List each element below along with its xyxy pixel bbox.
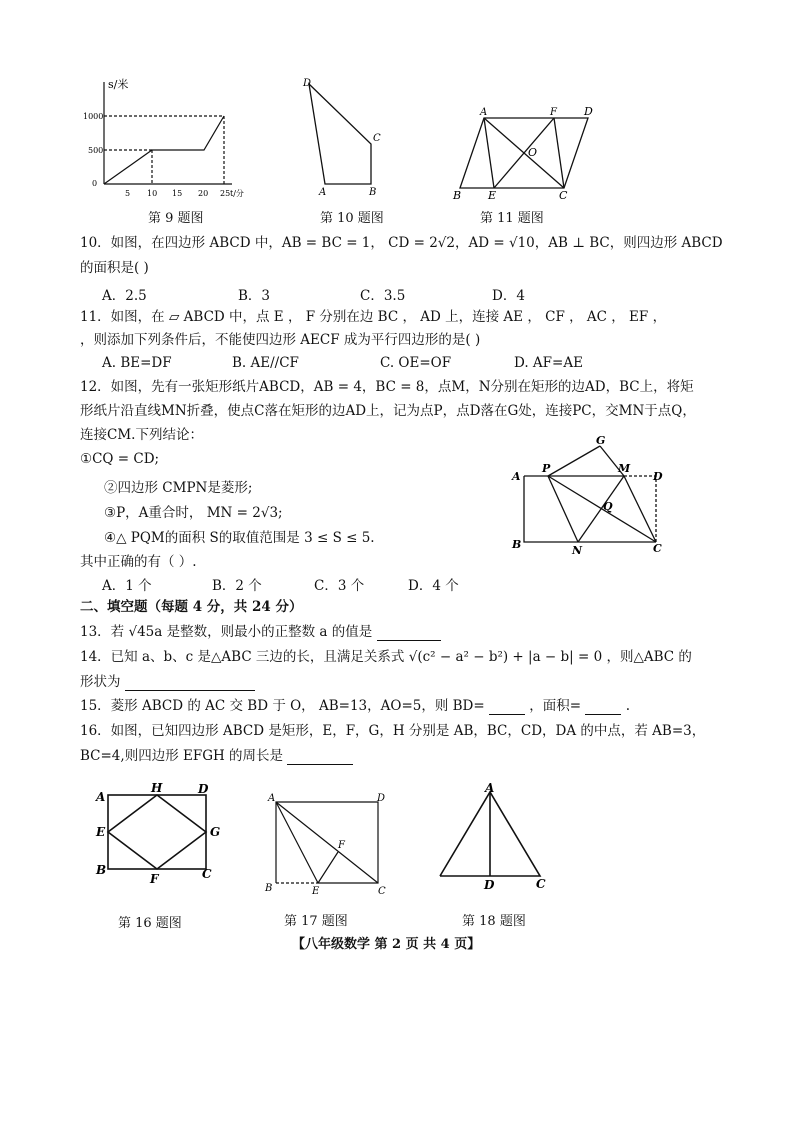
fig12-label: D	[653, 470, 663, 483]
fig17-label: D	[377, 793, 386, 804]
fig10-label: A	[319, 187, 327, 198]
q12-text3: 连接CM.下列结论：	[80, 427, 203, 443]
fig9-xtick: 5	[125, 189, 131, 198]
q11-text: 11．如图，在 ▱ ABCD 中，点 E ， F 分别在边 BC ， AD 上，连接 AE ， CF ， AC ， EF ，	[80, 309, 667, 325]
fig16-label: G	[210, 825, 221, 839]
q12-text: 12．如图，先有一张矩形纸片ABCD，AB = 4，BC = 8，点M，N分别在矩形的边AD，BC上，将矩	[80, 379, 694, 395]
fig12-label: M	[618, 462, 631, 475]
fig18-label: A	[485, 781, 495, 795]
fig17-label: B	[265, 883, 273, 894]
fig9-xlabel: t/分	[230, 189, 244, 198]
fig16-label: B	[96, 863, 107, 877]
q16-answer-blank[interactable]	[287, 750, 353, 765]
q12-option-d: D．4 个	[408, 578, 459, 594]
fig10-label: B	[369, 187, 377, 198]
q10-text: 10．如图，在四边形 ABCD 中，AB = BC = 1， CD = 2√2，AD = √10，AB ⊥ BC，则四边形 ABCD	[80, 235, 723, 251]
q13-line	[80, 623, 441, 641]
q12-conclusion-4: ④△ PQM的面积 S的取值范围是 3 ≤ S ≤ 5.	[104, 530, 375, 546]
q13-text: 13．若 √45a 是整数，则最小的正整数 a 的值是	[80, 624, 373, 640]
q12-conclusion-3: ③P，A重合时， MN = 2√3;	[104, 505, 283, 521]
caption-fig18	[462, 910, 526, 929]
q12-option-c: C．3 个	[314, 578, 365, 594]
figure-12-folded-rectangle	[508, 432, 668, 557]
fig17-label: C	[378, 886, 386, 897]
fig10-label: C	[373, 133, 381, 144]
figure-18-triangle	[432, 780, 562, 892]
q12-conclusion-2: ②四边形 CMPN是菱形;	[104, 480, 253, 496]
q14-text: 14．已知 a、b、c 是△ABC 三边的长，且满足关系式 √(c² − a² − b²) + |a − b| = 0 ，则△ABC 的	[80, 649, 692, 665]
q16-text: 16．如图，已知四边形 ABCD 是矩形，E，F，G，H 分别是 AB，BC，CD，DA 的中点，若 AB=3，	[80, 723, 706, 739]
caption-fig9: 第 9 题图	[148, 211, 204, 226]
fig11-label: O	[528, 146, 538, 159]
fig11-label: D	[584, 105, 593, 118]
fig16-label: C	[202, 867, 212, 881]
caption-fig10: 第 10 题图	[320, 211, 384, 226]
q14-text2: 形状为	[80, 674, 121, 690]
fig12-label: B	[512, 538, 522, 551]
fig16-label: D	[198, 782, 209, 796]
fig16-label: F	[150, 872, 159, 886]
fig12-label: G	[596, 434, 606, 447]
q11-option-b: B. AE//CF	[232, 355, 299, 371]
fig12-label: Q	[603, 500, 613, 513]
fig11-label: A	[480, 107, 488, 118]
q12-ask: 其中正确的有（ ）.	[80, 554, 197, 570]
fig9-xtick: 15	[172, 189, 183, 198]
figure-11-parallelogram	[448, 104, 603, 204]
fig16-label: A	[96, 790, 106, 804]
fig11-label: E	[488, 189, 497, 202]
fig12-label: P	[542, 462, 551, 475]
fig16-label: E	[96, 825, 106, 839]
q12-conclusion-1: ①CQ = CD;	[80, 451, 160, 467]
q14-line2	[80, 673, 255, 691]
q12-option-a: A．1 个	[102, 578, 152, 594]
fig11-label: B	[453, 189, 462, 202]
fig12-label: C	[653, 542, 662, 555]
q16-line2	[80, 747, 353, 765]
figure-9-graph	[80, 74, 244, 204]
fig17-label: F	[338, 840, 345, 851]
q15-mid: ，面积=	[529, 698, 582, 714]
q11-option-d: D. AF=AE	[514, 355, 583, 371]
q15-bd-blank[interactable]	[489, 700, 525, 715]
q15-line	[80, 697, 630, 715]
q15-text: 15．菱形 ABCD 的 AC 交 BD 于 O， AB=13，AO=5，则 BD=	[80, 698, 485, 714]
q14-answer-blank[interactable]	[125, 676, 255, 691]
fig12-label: A	[512, 470, 521, 483]
q12-text2: 形纸片沿直线MN折叠，使点C落在矩形的边AD上，记为点P，点D落在G处，连接PC，交MN于点Q，	[80, 403, 696, 419]
q10-option-b: B．3	[238, 288, 271, 304]
q16-text2: BC=4,则四边形 EFGH 的周长是	[80, 748, 284, 764]
q15-area-blank[interactable]	[585, 700, 621, 715]
page-footer: 【八年级数学 第 2 页 共 4 页】	[292, 937, 481, 952]
fig9-xtick: 20	[198, 189, 209, 198]
caption-fig17: 第 17 题图	[284, 914, 348, 929]
q10-text2: 的面积是( )	[80, 260, 149, 276]
q11-option-c: C. OE=OF	[380, 355, 452, 371]
section-2-title: 二、填空题（每题 4 分，共 24 分）	[80, 599, 303, 615]
caption-fig18-text: 18 题图	[479, 914, 526, 929]
q10-option-c: C．3.5	[360, 288, 406, 304]
fig18-label: D	[484, 878, 495, 892]
fig9-ytick: 1000	[83, 112, 104, 121]
figure-10-quadrilateral	[295, 74, 395, 199]
figure-17-rectangle-fold	[262, 790, 397, 898]
caption-fig16: 第 16 题图	[118, 916, 182, 931]
caption-fig18-prefix: 第	[462, 914, 476, 929]
q13-answer-blank[interactable]	[377, 626, 441, 641]
fig17-label: E	[312, 886, 320, 897]
fig9-xtick: 10	[147, 189, 158, 198]
q10-option-d: D．4	[492, 288, 525, 304]
caption-fig11: 第 11 题图	[480, 211, 544, 226]
q10-option-a: A．2.5	[102, 288, 147, 304]
q11-option-a: A. BE=DF	[102, 355, 172, 371]
q11-text2: ，则添加下列条件后，不能使四边形 AECF 成为平行四边形的是( )	[80, 332, 481, 348]
q12-option-b: B．2 个	[212, 578, 262, 594]
fig17-label: A	[268, 793, 276, 804]
figure-16-rectangle-rhombus	[88, 780, 228, 885]
fig9-ytick: 0	[92, 179, 98, 188]
fig16-label: H	[151, 781, 163, 795]
fig9-ylabel: s/米	[108, 78, 129, 91]
fig10-label: D	[303, 78, 312, 89]
fig11-label: F	[550, 107, 557, 118]
fig18-label: C	[536, 877, 546, 891]
fig12-label: N	[572, 544, 583, 557]
fig11-label: C	[559, 189, 568, 202]
fig9-xtick: 25	[220, 189, 231, 198]
q15-end: .	[625, 698, 630, 714]
fig9-ytick: 500	[88, 146, 104, 155]
